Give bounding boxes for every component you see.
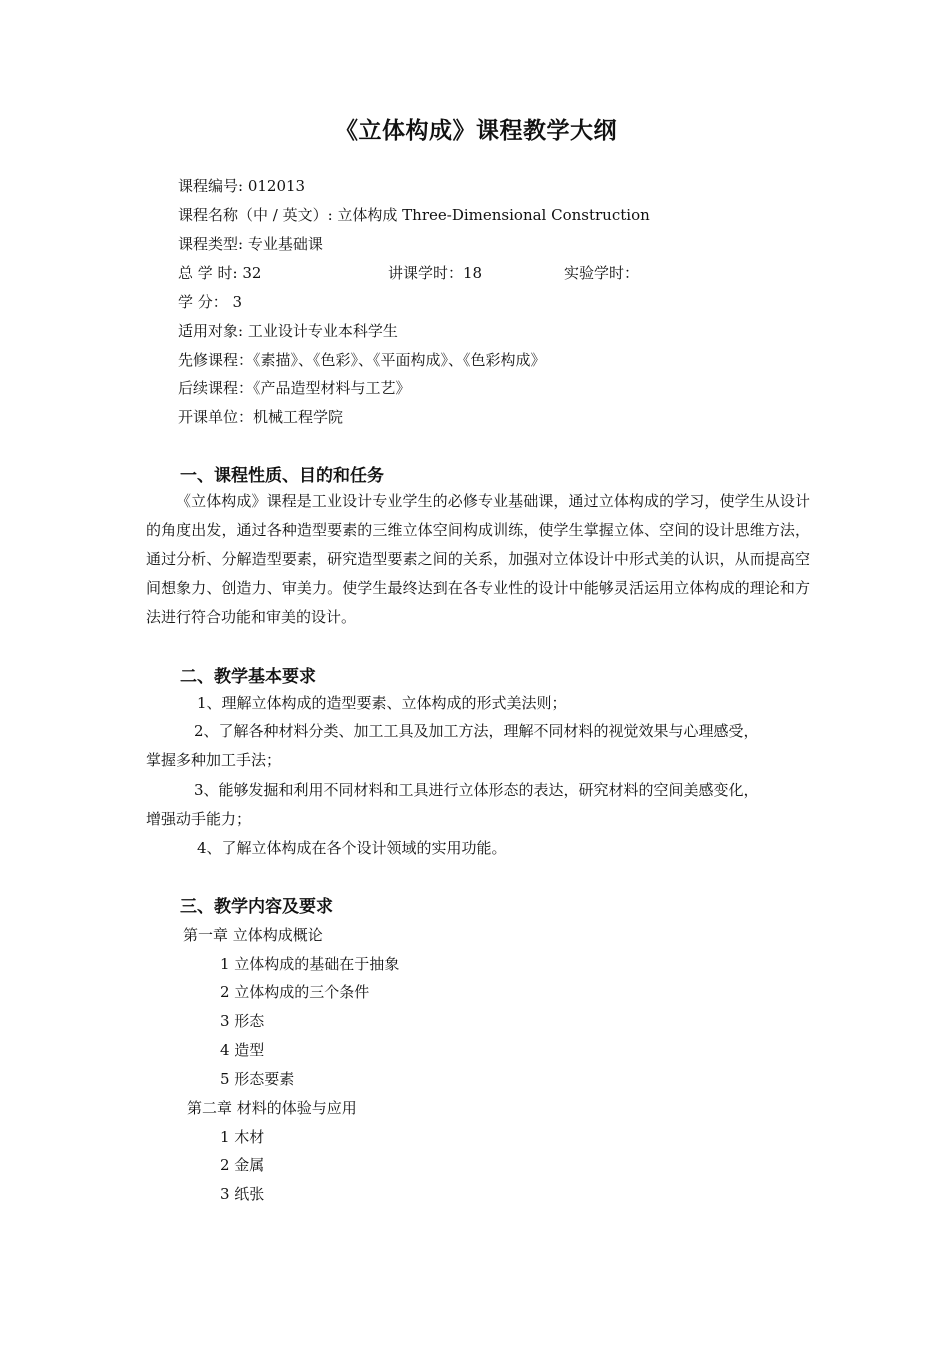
- list-item: 5 形态要素: [220, 1070, 295, 1088]
- list-item: 3 纸张: [220, 1185, 265, 1203]
- chapter-1-title: 第一章 立体构成概论: [183, 926, 323, 944]
- course-code: 课程编号: 012013: [178, 177, 306, 195]
- requirement-1: 1、理解立体构成的造型要素、立体构成的形式美法则；: [197, 694, 567, 712]
- prerequisites: 先修课程：《素描》、《色彩》、《平面构成》、《色彩构成》: [178, 351, 546, 369]
- list-item: 1 木材: [220, 1128, 265, 1146]
- list-item: 4 造型: [220, 1041, 265, 1059]
- page-title: 《立体构成》课程教学大纲: [335, 118, 617, 144]
- section-1-heading: 一、课程性质、目的和任务: [180, 466, 384, 486]
- list-item: 2 金属: [220, 1156, 265, 1174]
- department: 开课单位：机械工程学院: [178, 408, 344, 426]
- requirement-2: 2、了解各种材料分类、加工工具及加工方法，理解不同材料的视觉效果与心理感受，: [194, 722, 759, 740]
- lecture-hours: 讲课学时：18: [388, 264, 483, 282]
- requirement-4: 4、了解立体构成在各个设计领域的实用功能。: [197, 839, 507, 857]
- course-type: 课程类型: 专业基础课: [178, 235, 323, 253]
- requirement-2-cont: 掌握多种加工手法；: [146, 751, 282, 769]
- section-2-heading: 二、教学基本要求: [180, 667, 316, 687]
- followup-courses: 后续课程：《产品造型材料与工艺》: [178, 379, 411, 397]
- credits: 学 分： 3: [178, 293, 243, 311]
- list-item: 1 立体构成的基础在于抽象: [220, 955, 400, 973]
- chapter-2-title: 第二章 材料的体验与应用: [187, 1099, 357, 1117]
- requirement-3-cont: 增强动手能力；: [146, 810, 252, 828]
- lab-hours: 实验学时：: [564, 264, 640, 282]
- requirement-3: 3、能够发掘和利用不同材料和工具进行立体形态的表达，研究材料的空间美感变化，: [194, 781, 759, 799]
- section-1-body: 《立体构成》课程是工业设计专业学生的必修专业基础课，通过立体构成的学习，使学生从设计的角度出发，通过各种造型要素的三维立体空间构成训练，使学生掌握立体、空间的设计思维方法，通过分析、分解造型要素，研究造型要素之间的关系，加强对立体设计中形式美的认识，从而提高空间想象力、创造力、审美力。使学生最终达到在各专业性的设计中能够灵活运用立体构成的理论和方法进行符合功能和审美的设计。: [146, 492, 810, 626]
- list-item: 2 立体构成的三个条件: [220, 983, 370, 1001]
- audience: 适用对象: 工业设计专业本科学生: [178, 322, 398, 340]
- list-item: 3 形态: [220, 1012, 265, 1030]
- section-3-heading: 三、教学内容及要求: [180, 897, 333, 917]
- course-name: 课程名称（中 / 英文）: 立体构成 Three-Dimensional Construction: [178, 206, 650, 224]
- total-hours: 总 学 时: 32: [178, 264, 262, 282]
